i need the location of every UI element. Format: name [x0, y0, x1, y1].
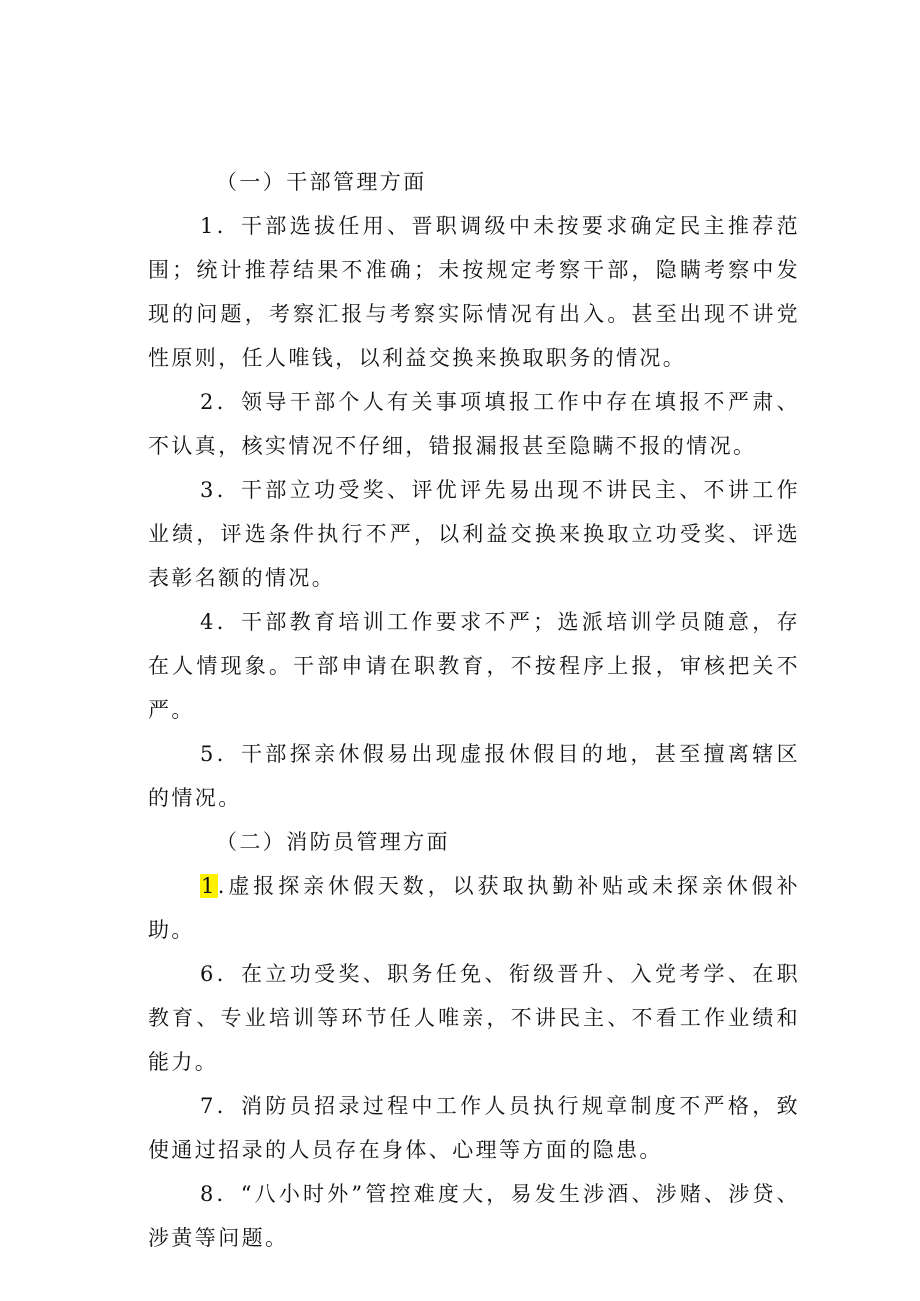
list-item: [148, 468, 800, 600]
item-number: 7: [200, 1094, 216, 1118]
item-number: 3: [200, 478, 216, 502]
list-item: [148, 732, 800, 820]
item-number: 5: [200, 742, 216, 766]
item-number: 1: [200, 214, 216, 238]
item-text: ．干部探亲休假易出现虚报休假目的地，甚至擅离辖区的情况。: [148, 742, 800, 810]
list-item: [148, 952, 800, 1084]
item-text: ．干部选拔任用、晋职调级中未按要求确定民主推荐范围；统计推荐结果不准确；未按规定考察干部，隐瞒考察中发现的问题，考察汇报与考察实际情况有出入。甚至出现不讲党性原则，任人唯钱，以利益交换来换取职务的情况。: [148, 214, 800, 370]
item-number: 8: [200, 1182, 216, 1206]
list-item: [148, 1172, 800, 1260]
highlighted-item-number: 1: [201, 874, 217, 898]
section-heading-cadre: （一）干部管理方面: [216, 170, 427, 194]
list-item: [148, 204, 800, 380]
document-body: [148, 160, 800, 1260]
item-text: ．消防员招录过程中工作人员执行规章制度不严格，致使通过招录的人员存在身体、心理等方面的隐患。: [148, 1094, 800, 1162]
list-item: [148, 600, 800, 732]
item-text: ．干部立功受奖、评优评先易出现不讲民主、不讲工作业绩，评选条件执行不严，以利益交换来换取立功受奖、评选表彰名额的情况。: [148, 478, 800, 590]
item-text: ．领导干部个人有关事项填报工作中存在填报不严肃、不认真，核实情况不仔细，错报漏报甚至隐瞒不报的情况。: [148, 390, 800, 458]
item-number: 4: [200, 610, 216, 634]
item-text: ．在立功受奖、职务任免、衔级晋升、入党考学、在职教育、专业培训等环节任人唯亲，不讲民主、不看工作业绩和能力。: [148, 962, 800, 1074]
list-item: [148, 1084, 800, 1172]
item-text: .虚报探亲休假天数，以获取执勤补贴或未探亲休假补助。: [148, 874, 800, 942]
item-number: 6: [200, 962, 216, 986]
list-item: [148, 864, 800, 952]
item-text: ．干部教育培训工作要求不严；选派培训学员随意，存在人情现象。干部申请在职教育，不按程序上报，审核把关不严。: [148, 610, 800, 722]
item-text: ．“八小时外”管控难度大，易发生涉酒、涉赌、涉贷、涉黄等问题。: [148, 1182, 800, 1250]
list-item: [148, 380, 800, 468]
section-heading-firefighter: （二）消防员管理方面: [216, 830, 450, 854]
item-number: 2: [200, 390, 216, 414]
